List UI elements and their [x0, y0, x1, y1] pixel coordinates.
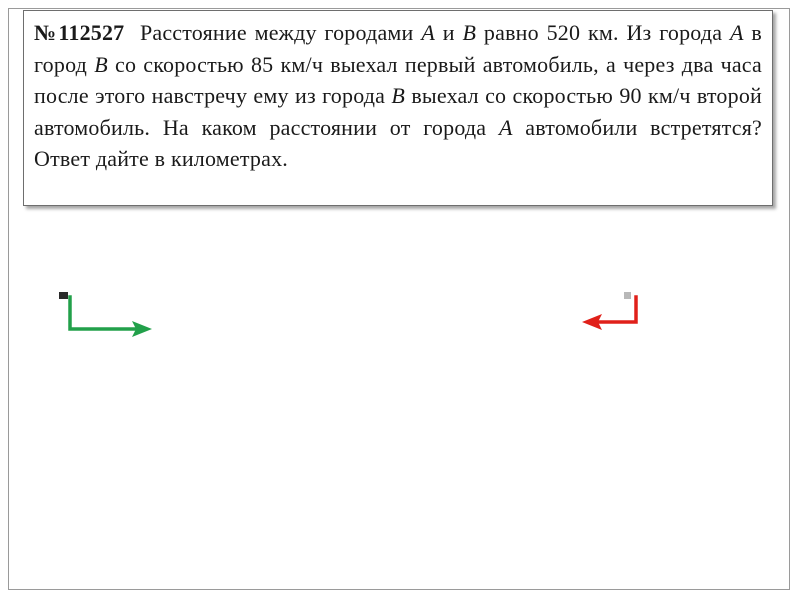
task-text-segment: Расстояние между городами	[139, 20, 422, 45]
task-text-segment: равно 520 км. Из города	[476, 20, 730, 45]
city-b-label: B	[462, 20, 477, 45]
task-text-segment: выехал со скоростью 90 км/ч второй автомобиль. На каком расстоянии от города	[34, 83, 763, 140]
city-a-label: A	[730, 20, 744, 45]
task-box	[23, 10, 773, 206]
task-text-segment: со скоростью 85 км/ч выехал первый автомобиль, а через два часа после этого навстречу ему из города	[34, 51, 762, 108]
task-number: №112527	[34, 20, 125, 45]
city-a-label: A	[421, 20, 435, 45]
city-b-label: B	[391, 83, 406, 108]
task-statement	[34, 17, 762, 175]
task-text-segment: в город	[34, 20, 763, 77]
task-text-segment: автомобили встретятся? Ответ дайте в километрах.	[34, 114, 762, 171]
city-b-label: B	[94, 51, 108, 77]
city-a-label: A	[498, 114, 513, 140]
task-text-segment: и	[434, 20, 463, 45]
